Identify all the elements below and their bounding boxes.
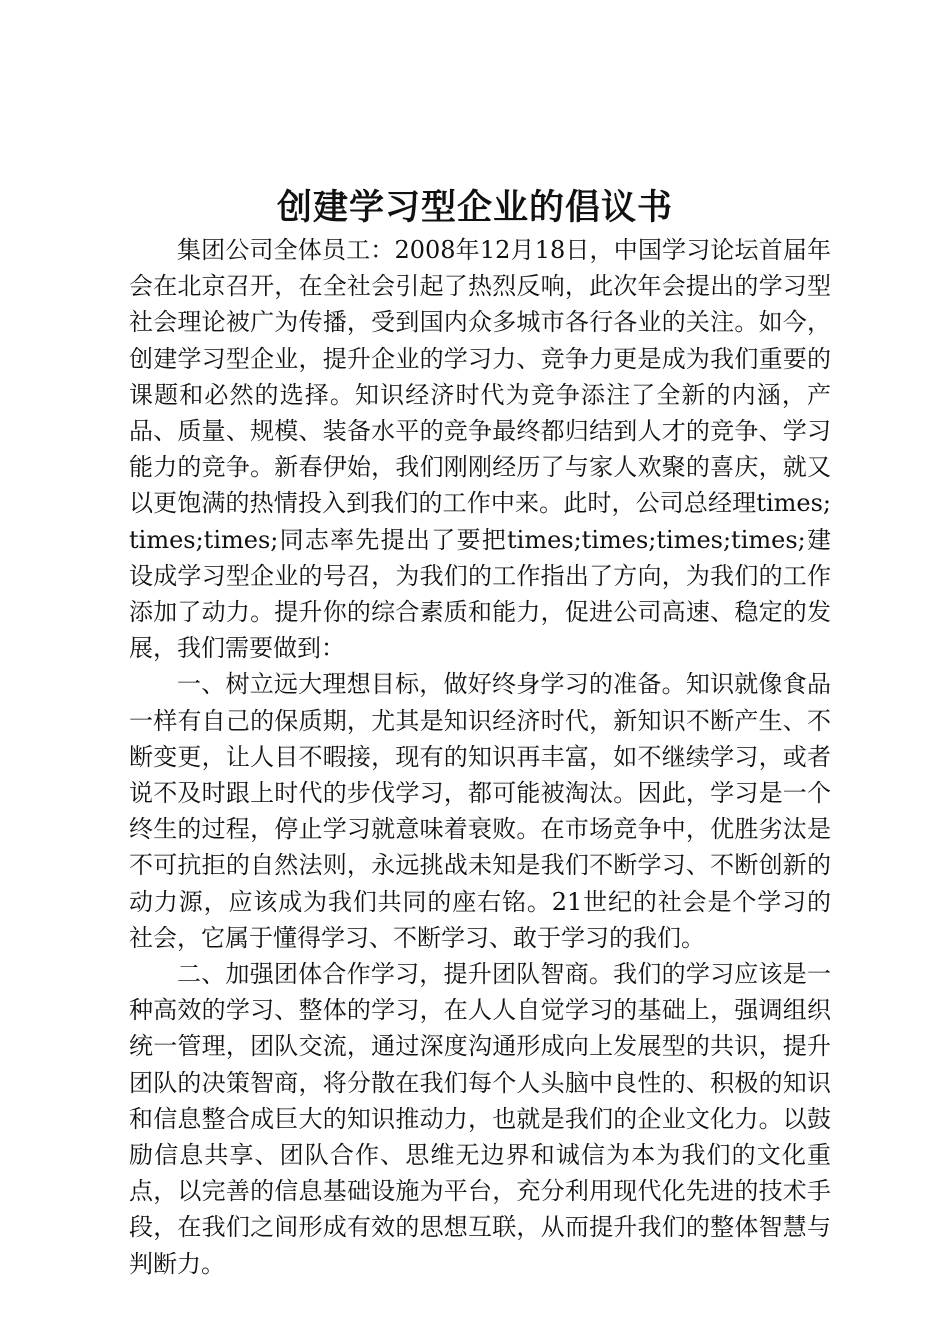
document-title: 创建学习型企业的倡议书 <box>276 187 673 228</box>
paragraph-intro: 集团公司全体员工：2008年12月18日，中国学习论坛首届年会在北京召开，在全社会引起了热烈反响，此次年会提出的学习型社会理论被广为传播，受到国内众多城市各行各业的关注。如今，创建学习型企业，提升企业的学习力、竞争力更是成为我们重要的课题和必然的选择。知识经济时代为竞争添注了全新的内涵，产品、质量、规模、装备水平的竞争最终都归结到人才的竞争、学习能力的竞争。新春伊始，我们刚刚经历了与家人欢聚的喜庆，就又以更饱满的热情投入到我们的工作中来。此时，公司总经理times;times;times;同志率先提出了要把times;times;times;times;建设成学习型企业的号召，为我们的工作指出了方向，为我们的工作添加了动力。提升你的综合素质和能力，促进公司高速、稳定的发展，我们需要做到： <box>129 236 831 663</box>
paragraph-point-one: 一、树立远大理想目标，做好终身学习的准备。知识就像食品一样有自己的保质期，尤其是知识经济时代，新知识不断产生、不断变更，让人目不暇接，现有的知识再丰富，如不继续学习，或者说不及时跟上时代的步伐学习，都可能被淘汰。因此，学习是一个终生的过程，停止学习就意味着衰败。在市场竞争中，优胜劣汰是不可抗拒的自然法则，永远挑战未知是我们不断学习、不断创新的动力源，应该成为我们共同的座右铭。21世纪的社会是个学习的社会，它属于懂得学习、不断学习、敢于学习的我们。 <box>129 670 831 952</box>
paragraph-point-two: 二、加强团体合作学习，提升团队智商。我们的学习应该是一种高效的学习、整体的学习，在人人自觉学习的基础上，强调组织统一管理，团队交流，通过深度沟通形成向上发展型的共识，提升团队的决策智商，将分散在我们每个人头脑中良性的、积极的知识和信息整合成巨大的知识推动力，也就是我们的企业文化力。以鼓励信息共享、团队合作、思维无边界和诚信为本为我们的文化重点，以完善的信息基础设施为平台，充分利用现代化先进的技术手段，在我们之间形成有效的思想互联，从而提升我们的整体智慧与判断力。 <box>129 960 831 1278</box>
document-body <box>129 232 831 1282</box>
